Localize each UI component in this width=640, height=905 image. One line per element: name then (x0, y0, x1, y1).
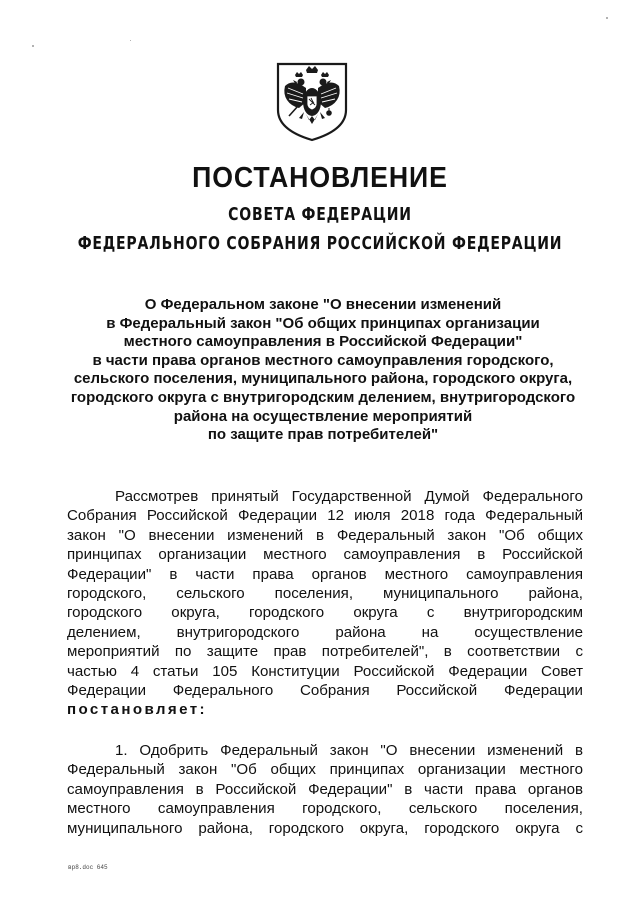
body-line: 1. Одобрить Федеральный закон "О внесении изменений в (115, 742, 583, 759)
subject-line: городского округа с внутригородским делением, внутригородского (70, 388, 576, 406)
body-line: самоуправления в Российской Федерации" в части права органов (67, 780, 583, 798)
coat-of-arms-emblem (273, 58, 351, 142)
subject-line: О Федеральном законе "О внесении изменений (144, 296, 502, 313)
scan-speck (606, 17, 608, 19)
issuer-line-1: СОВЕТА ФЕДЕРАЦИИ (228, 204, 412, 225)
body-line: Собрания Российской Федерации 12 июля 2018 года Федеральный (67, 507, 583, 525)
body-line: Федерации Федерального Собрания Российской Федерации (67, 682, 583, 700)
scan-speck (32, 45, 34, 47)
body-line: делением, внутригородского района на осуществление (67, 623, 583, 641)
subject-line: по защите прав потребителей" (207, 426, 439, 444)
body-line: мероприятий по защите прав потребителей", в соответствии с (67, 643, 583, 661)
scan-speck (130, 40, 131, 41)
subject-line: сельского поселения, муниципального района, городского округа, (73, 370, 573, 388)
subject-line: в части права органов местного самоуправления городского, (92, 351, 554, 369)
body-line: местного самоуправления городского, сельского поселения, (67, 800, 583, 818)
subject-line: местного самоуправления в Российской Федерации" (123, 333, 523, 351)
preamble-paragraph (67, 487, 583, 720)
resolution-subject (40, 296, 606, 445)
body-line: городского, сельского поселения, муниципального района, (67, 585, 583, 603)
body-line: городского округа, городского округа с внутригородским (67, 604, 583, 622)
body-line: Федерации" в части права органов местного самоуправления (67, 565, 583, 583)
issuer-line-2: ФЕДЕРАЛЬНОГО СОБРАНИЯ РОССИЙСКОЙ ФЕДЕРАЦИИ (77, 233, 563, 254)
body-line: Федеральный закон "Об общих принципах организации местного (67, 761, 583, 779)
document-code: вр8.doc 645 (68, 864, 108, 871)
subject-line: района на осуществление мероприятий (173, 407, 473, 425)
body-line: закон "О внесении изменений в Федеральный закон "Об общих (67, 526, 583, 544)
body-line: принципах организации местного самоуправления в Российской (67, 546, 583, 564)
body-line: частью 4 статьи 105 Конституции Российской Федерации Совет (67, 662, 583, 680)
resolves-keyword: постановляет: (67, 701, 207, 719)
clause-1-paragraph (67, 741, 583, 838)
body-line: муниципального района, городского округа, городского округа с (67, 819, 583, 837)
subject-line: в Федеральный закон "Об общих принципах организации (106, 314, 540, 332)
body-line: Рассмотрев принятый Государственной Думой Федерального (115, 488, 583, 505)
document-title: ПОСТАНОВЛЕНИЕ (192, 162, 448, 194)
